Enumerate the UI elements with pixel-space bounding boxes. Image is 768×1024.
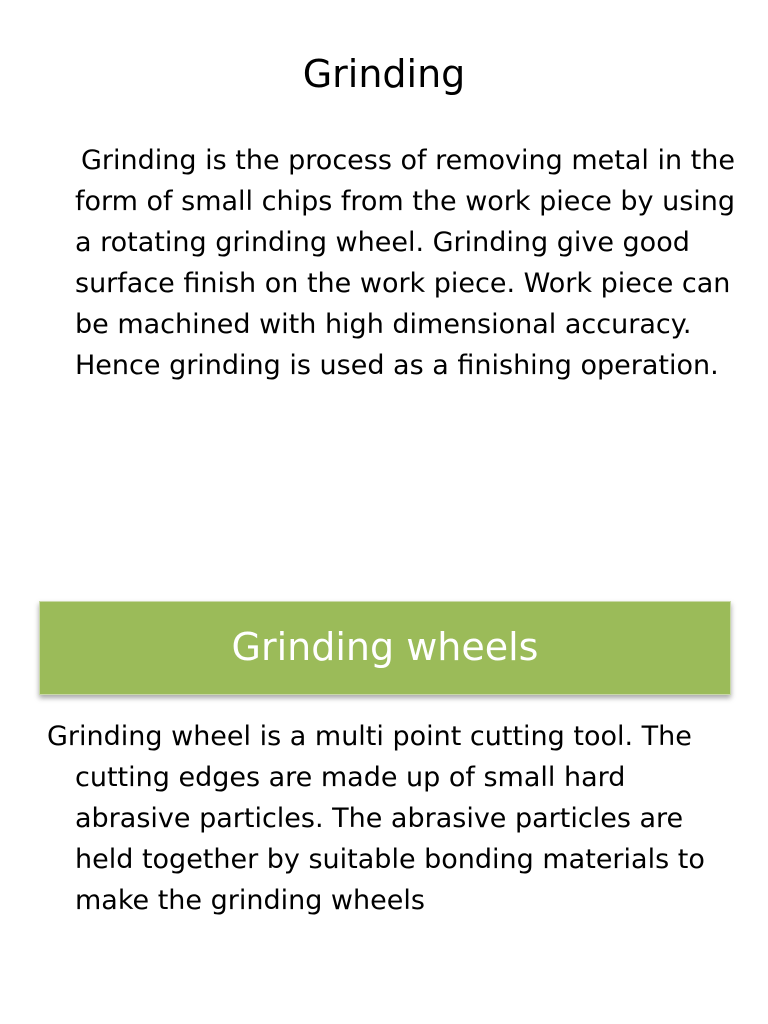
slide-title-grinding: Grinding [302, 52, 466, 96]
slide-title-grinding-wheels: Grinding wheels [231, 625, 539, 669]
grinding-wheels-description: Grinding wheel is a multi point cutting tool. The cutting edges are made up of small hard abrasive particles. The abrasive particles are held together by suitable bonding materials to make the grinding wheels [47, 721, 705, 916]
grinding-wheels-banner [39, 601, 731, 695]
grinding-description: Grinding is the process of removing metal in the form of small chips from the work piece by using a rotating grinding wheel. Grinding give good surface finish on the work piece. Work piece can be machined with high dimensional accuracy. Hence grinding is used as a finishing operation. [75, 145, 736, 381]
